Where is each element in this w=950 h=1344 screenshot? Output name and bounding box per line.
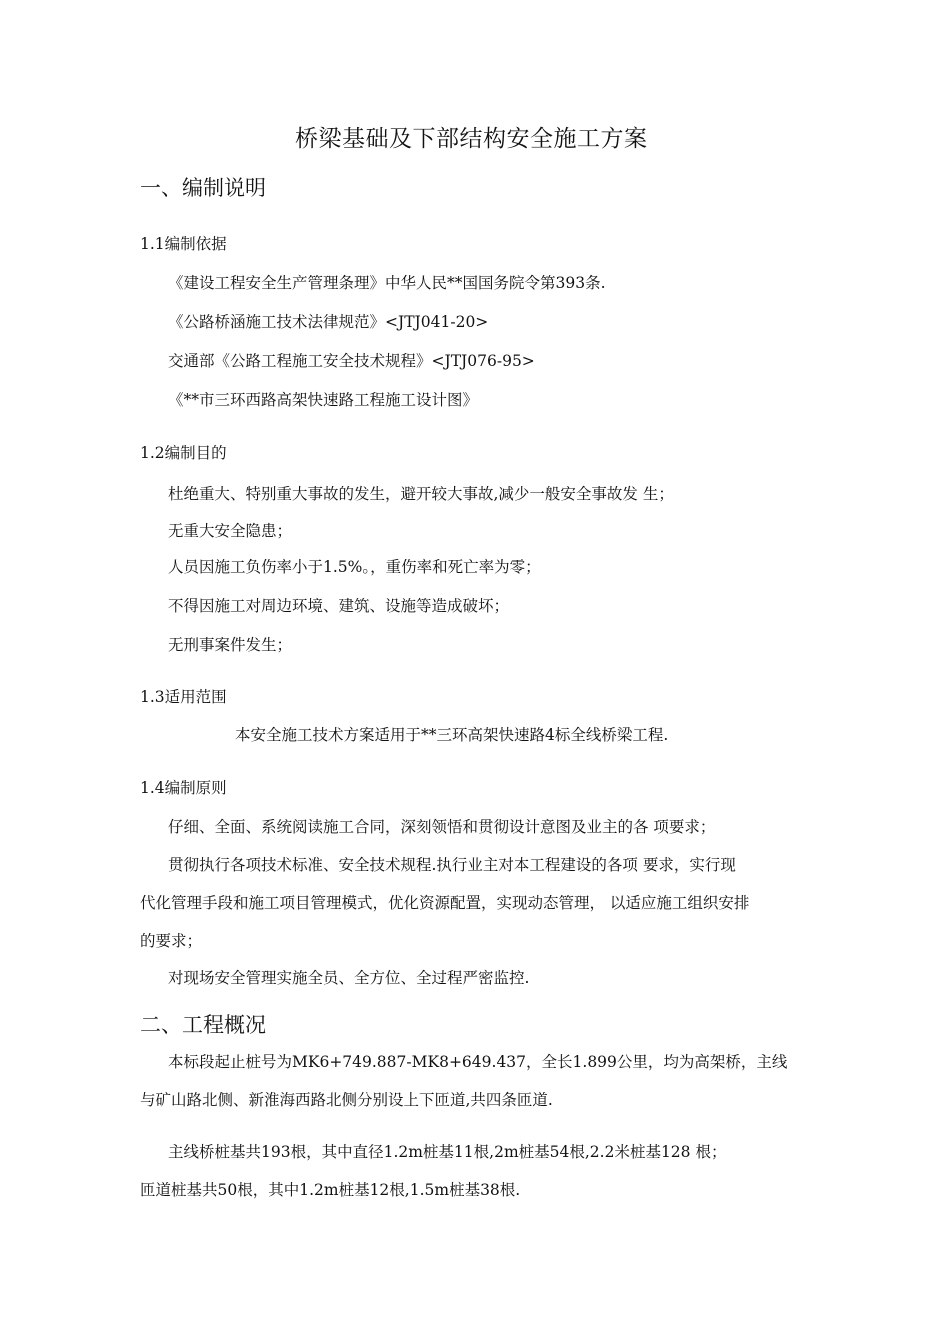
pile-line: 匝道桩基共50根，其中1.2m桩基12根,1.5m桩基38根. xyxy=(140,1181,521,1199)
section-1-3-heading: 1.3适用范围 xyxy=(140,688,227,706)
goal-item: 不得因施工对周边环境、建筑、设施等造成破坏； xyxy=(168,597,510,615)
basis-item: 《**市三环西路高架快速路工程施工设计图》 xyxy=(168,391,479,409)
pile-line: 主线桥桩基共193根，其中直径1.2m桩基11根,2m桩基54根,2.2米桩基128 根； xyxy=(168,1143,727,1161)
section-1-1-heading: 1.1编制依据 xyxy=(140,235,227,253)
basis-item: 《建设工程安全生产管理条理》中华人民**国国务院令第393条. xyxy=(168,274,606,292)
goal-item: 无重大安全隐患； xyxy=(168,522,293,540)
scope-text: 本安全施工技术方案适用于**三环高架快速路4标全线桥梁工程. xyxy=(235,726,669,744)
section-1-2-heading: 1.2编制目的 xyxy=(140,444,227,462)
principle-paragraph-line: 贯彻执行各项技术标准、安全技术规程.执行业主对本工程建设的各项 要求，实行现 xyxy=(168,856,736,874)
principle-paragraph: 仔细、全面、系统阅读施工合同，深刻领悟和贯彻设计意图及业主的各 项要求； xyxy=(168,818,716,836)
basis-item: 《公路桥涵施工技术法律规范》<JTJ041-20> xyxy=(168,313,489,331)
goal-item: 杜绝重大、特别重大事故的发生，避开较大事故,减少一般安全事故发 生； xyxy=(168,485,674,503)
overview-line: 本标段起止桩号为MK6+749.887-MK8+649.437，全长1.899公里，均为高架桥，主线 xyxy=(168,1053,788,1071)
goal-item: 无刑事案件发生； xyxy=(168,636,293,654)
overview-line: 与矿山路北侧、新淮海西路北侧分别设上下匝道,共四条匝道. xyxy=(140,1091,553,1109)
section-2-heading: 二、工程概况 xyxy=(140,1013,266,1037)
section-1-heading: 一、编制说明 xyxy=(140,176,266,200)
goal-item: 人员因施工负伤率小于1.5%。，重伤率和死亡率为零； xyxy=(168,558,541,576)
principle-paragraph: 对现场安全管理实施全员、全方位、全过程严密监控. xyxy=(168,969,530,987)
section-1-4-heading: 1.4编制原则 xyxy=(140,779,227,797)
document-title: 桥梁基础及下部结构安全施工方案 xyxy=(295,126,648,152)
basis-item: 交通部《公路工程施工安全技术规程》<JTJ076-95> xyxy=(168,352,535,370)
principle-paragraph-line: 代化管理手段和施工项目管理模式，优化资源配置，实现动态管理， 以适应施工组织安排 xyxy=(140,894,750,912)
principle-paragraph-line: 的要求； xyxy=(140,932,203,950)
